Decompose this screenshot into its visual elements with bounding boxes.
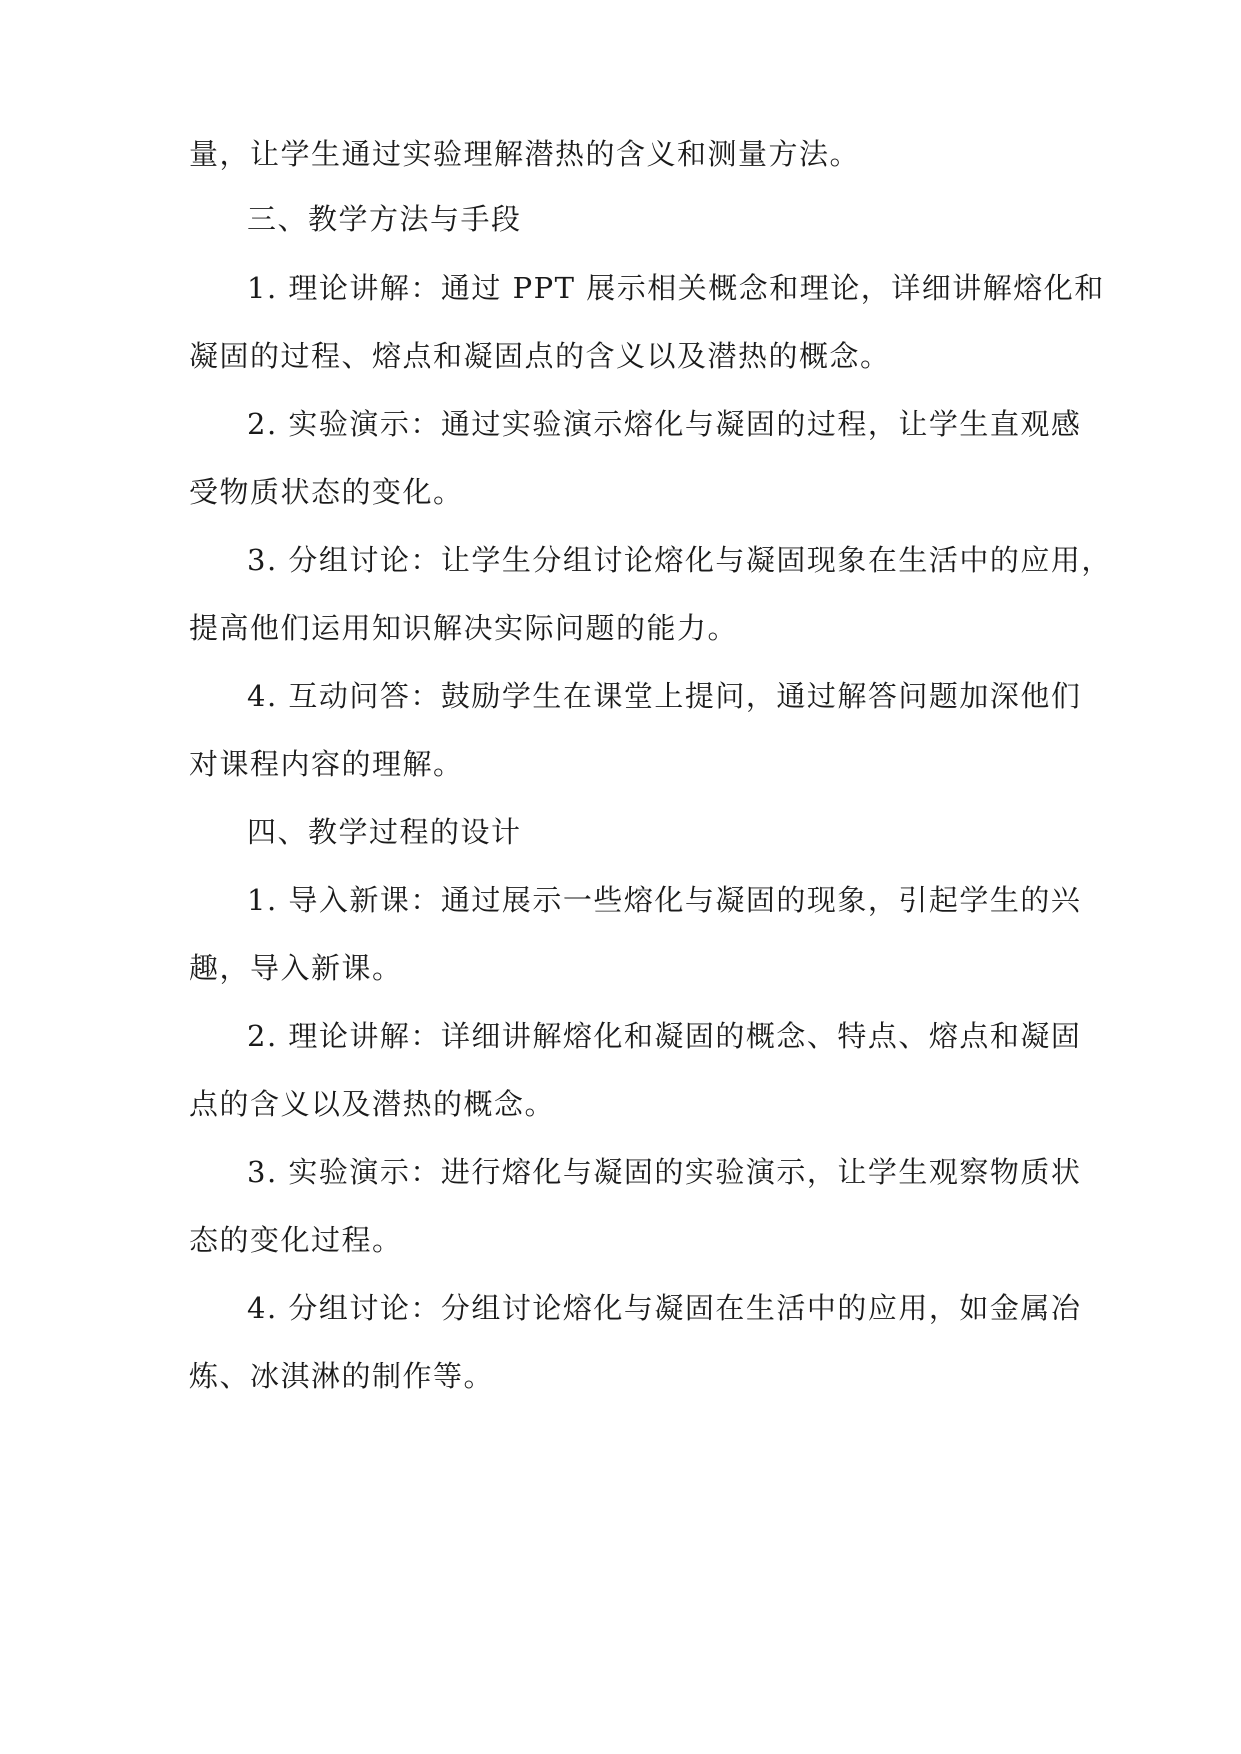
- paragraph-line: 1. 理论讲解：通过 PPT 展示相关概念和理论，详细讲解熔化和: [247, 271, 1105, 305]
- paragraph-line: 4. 分组讨论：分组讨论熔化与凝固在生活中的应用，如金属冶: [247, 1291, 1082, 1325]
- paragraph-line: 炼、冰淇淋的制作等。: [189, 1359, 495, 1393]
- paragraph-line: 受物质状态的变化。: [189, 475, 464, 509]
- paragraph-line: 趣，导入新课。: [189, 951, 403, 985]
- paragraph-line: 4. 互动问答：鼓励学生在课堂上提问，通过解答问题加深他们: [247, 679, 1082, 713]
- paragraph-line: 1. 导入新课：通过展示一些熔化与凝固的现象，引起学生的兴: [247, 883, 1082, 917]
- paragraph-line: 3. 实验演示：进行熔化与凝固的实验演示，让学生观察物质状: [247, 1155, 1082, 1189]
- section-heading-teaching-process: 四、教学过程的设计: [247, 815, 522, 849]
- paragraph-line: 提高他们运用知识解决实际问题的能力。: [189, 611, 739, 645]
- paragraph-line: 2. 理论讲解：详细讲解熔化和凝固的概念、特点、熔点和凝固: [247, 1019, 1082, 1053]
- paragraph-line: 态的变化过程。: [189, 1223, 403, 1257]
- paragraph-line: 2. 实验演示：通过实验演示熔化与凝固的过程，让学生直观感: [247, 407, 1082, 441]
- paragraph-continuation: 量，让学生通过实验理解潜热的含义和测量方法。: [189, 137, 861, 171]
- paragraph-line: 凝固的过程、熔点和凝固点的含义以及潜热的概念。: [189, 339, 891, 373]
- section-heading-teaching-methods: 三、教学方法与手段: [247, 202, 522, 236]
- paragraph-line: 对课程内容的理解。: [189, 747, 464, 781]
- paragraph-line: 点的含义以及潜热的概念。: [189, 1087, 556, 1121]
- paragraph-line: 3. 分组讨论：让学生分组讨论熔化与凝固现象在生活中的应用，: [247, 543, 1112, 577]
